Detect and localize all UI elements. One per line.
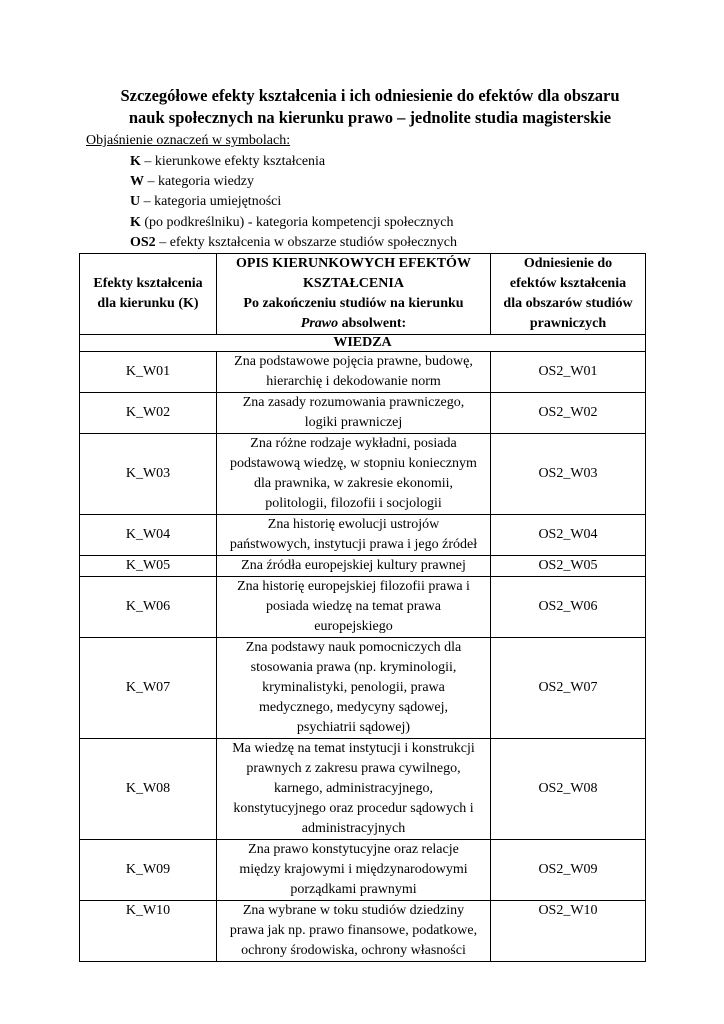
outcome-description	[217, 434, 491, 515]
outcome-code: K_W06	[80, 577, 217, 638]
description-line: Zna prawo konstytucyjne oraz relacje	[248, 842, 459, 857]
header-text: prawniczych	[529, 316, 607, 331]
table-row	[80, 840, 646, 901]
description-line: Zna zasady rozumowania prawniczego,	[242, 395, 465, 410]
description-line: europejskiego	[314, 619, 393, 634]
outcome-description	[217, 739, 491, 840]
legend-text: (po podkreślniku) - kategoria kompetencji społecznych	[140, 214, 454, 230]
outcome-description	[217, 556, 491, 577]
area-reference: OS2_W05	[491, 556, 646, 577]
legend-list	[130, 152, 457, 253]
outcome-description	[217, 638, 491, 739]
header-text: OPIS KIERUNKOWYCH EFEKTÓW	[236, 256, 471, 271]
header-italic-text: Prawo	[300, 316, 339, 331]
legend-item	[130, 172, 457, 192]
header-text: Po zakończeniu studiów na kierunku	[243, 296, 464, 311]
description-line: administracyjnych	[301, 821, 406, 836]
table-row	[80, 638, 646, 739]
learning-outcomes-table	[79, 253, 646, 962]
header-text: absolwent:	[338, 316, 407, 331]
legend-text: – kategoria wiedzy	[144, 174, 255, 190]
header-text: KSZTAŁCENIA	[303, 276, 404, 291]
header-area-reference	[491, 254, 646, 335]
description-line: Zna podstawowe pojęcia prawne, budowę,	[234, 354, 473, 369]
legend-symbol: W	[130, 174, 144, 190]
outcome-code: K_W03	[80, 434, 217, 515]
description-line: Zna historię ewolucji ustrojów	[267, 517, 440, 532]
description-line: prawa jak np. prawo finansowe, podatkowe,	[229, 923, 478, 938]
header-text: dla obszarów studiów	[503, 296, 633, 311]
outcome-description	[217, 901, 491, 962]
description-line: Zna podstawy nauk pomocniczych dla	[245, 640, 462, 655]
outcome-code: K_W02	[80, 393, 217, 434]
legend-text: – kategoria umiejętności	[140, 194, 282, 210]
table-row	[80, 901, 646, 962]
area-reference: OS2_W01	[491, 352, 646, 393]
table-row	[80, 352, 646, 393]
outcome-code: K_W09	[80, 840, 217, 901]
table-header-row	[80, 254, 646, 335]
description-line: Ma wiedzę na temat instytucji i konstrukcji	[232, 741, 475, 756]
legend-symbol: U	[130, 194, 141, 210]
area-reference: OS2_W08	[491, 739, 646, 840]
outcome-description	[217, 840, 491, 901]
description-line: hierarchię i dekodowanie norm	[266, 374, 441, 389]
description-line: między krajowymi i międzynarodowymi	[239, 862, 468, 877]
header-outcome-code	[80, 254, 217, 335]
outcome-code: K_W08	[80, 739, 217, 840]
description-line: logiki prawniczej	[304, 415, 403, 430]
legend-item	[130, 152, 457, 172]
description-line: podstawową wiedzę, w stopniu koniecznym	[230, 456, 477, 471]
table-row	[80, 515, 646, 556]
description-line: Zna wybrane w toku studiów dziedziny	[242, 903, 465, 918]
description-line: porządkami prawnymi	[290, 882, 417, 897]
description-line: karnego, administracyjnego,	[273, 781, 433, 796]
table-row	[80, 739, 646, 840]
area-reference: OS2_W06	[491, 577, 646, 638]
area-reference: OS2_W03	[491, 434, 646, 515]
legend-item	[130, 233, 457, 253]
legend-symbol: K	[130, 214, 141, 230]
legend-symbol: OS2	[130, 234, 156, 250]
description-line: państwowych, instytucji prawa i jego źródeł	[229, 537, 478, 552]
legend-item	[130, 213, 457, 233]
title-line-2: nauk społecznych na kierunku prawo – jednolite studia magisterskie	[128, 108, 612, 127]
legend-text: – kierunkowe efekty kształcenia	[140, 154, 326, 169]
legend-text: – efekty kształcenia w obszarze studiów społecznych	[155, 234, 457, 250]
description-line: kryminalistyki, penologii, prawa	[262, 680, 445, 695]
outcome-description	[217, 393, 491, 434]
area-reference: OS2_W04	[491, 515, 646, 556]
section-row	[80, 335, 646, 352]
area-reference: OS2_W02	[491, 393, 646, 434]
description-line: Zna różne rodzaje wykładni, posiada	[250, 436, 457, 451]
description-line: dla prawnika, w zakresie ekonomii,	[253, 476, 454, 491]
header-text: Efekty kształcenia	[93, 276, 203, 291]
table-row	[80, 434, 646, 515]
description-line: politologii, filozofii i socjologii	[265, 496, 442, 511]
description-line: psychiatrii sądowej)	[296, 720, 411, 735]
legend-heading: Objaśnienie oznaczeń w symbolach:	[86, 133, 291, 148]
description-line: konstytucyjnego oraz procedur sądowych i	[233, 801, 474, 816]
table-row	[80, 577, 646, 638]
header-text: dla kierunku (K)	[97, 296, 199, 311]
description-line: Zna historię europejskiej filozofii prawa i	[237, 579, 470, 594]
outcome-code: K_W10	[80, 901, 217, 962]
outcome-description	[217, 515, 491, 556]
outcome-code: K_W07	[80, 638, 217, 739]
description-line: posiada wiedzę na temat prawa	[266, 599, 441, 614]
table-row	[80, 393, 646, 434]
description-line: Zna źródła europejskiej kultury prawnej	[241, 558, 466, 573]
document-title	[80, 85, 660, 129]
description-line: ochrony środowiska, ochrony własności	[241, 943, 466, 958]
description-line: prawnych z zakresu prawa cywilnego,	[246, 761, 461, 776]
title-line-1: Szczegółowe efekty kształcenia i ich odniesienie do efektów dla obszaru	[120, 86, 620, 105]
header-text: efektów kształcenia	[509, 276, 627, 291]
header-text: Odniesienie do	[523, 256, 613, 271]
outcome-code: K_W04	[80, 515, 217, 556]
outcome-code: K_W05	[80, 556, 217, 577]
area-reference: OS2_W07	[491, 638, 646, 739]
area-reference: OS2_W09	[491, 840, 646, 901]
area-reference: OS2_W10	[491, 901, 646, 962]
outcome-description	[217, 577, 491, 638]
header-outcome-description	[217, 254, 491, 335]
description-line: stosowania prawa (np. kryminologii,	[250, 660, 457, 675]
description-line: medycznego, medycyny sądowej,	[259, 700, 448, 715]
outcome-description	[217, 352, 491, 393]
legend-symbol: K	[130, 154, 141, 169]
section-label: WIEDZA	[80, 335, 646, 352]
legend-item	[130, 192, 457, 212]
outcome-code: K_W01	[80, 352, 217, 393]
table-row	[80, 556, 646, 577]
